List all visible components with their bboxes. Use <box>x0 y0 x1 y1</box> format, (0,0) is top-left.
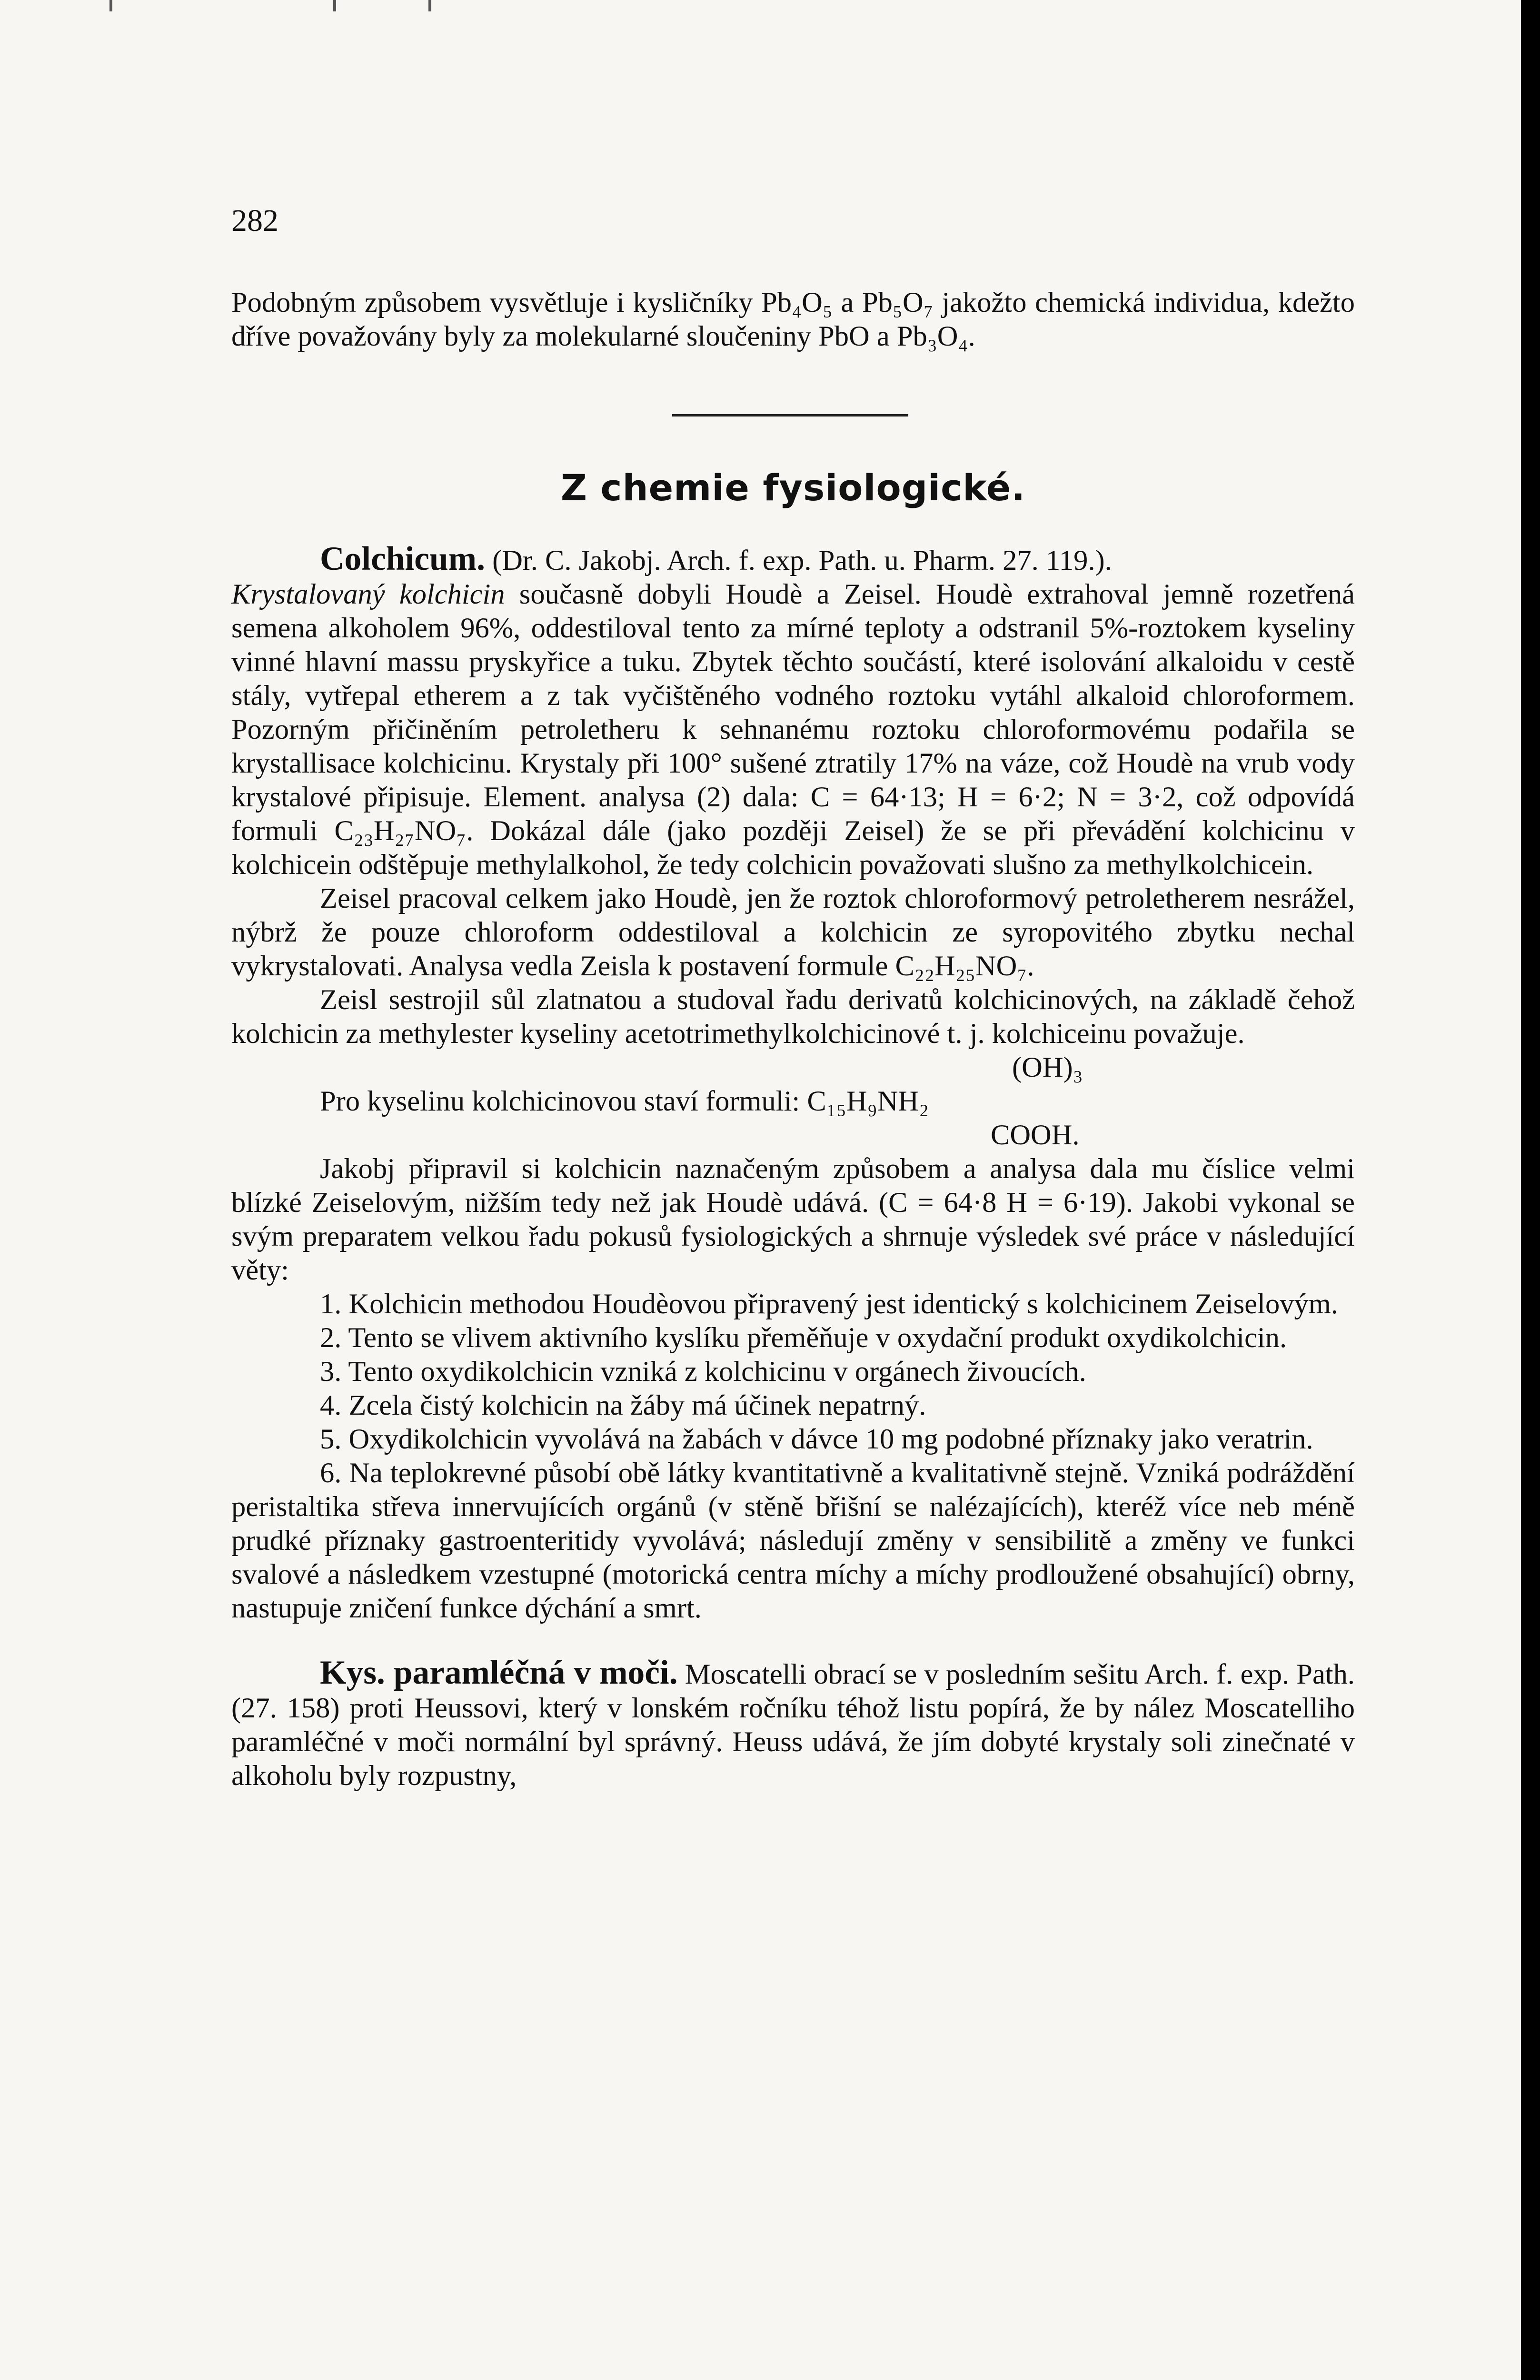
formula-top: (OH)₃ <box>1012 1051 1083 1083</box>
page-number: 282 <box>231 203 278 238</box>
colchicum-paragraph-2: Zeisel pracoval celkem jako Houdè, jen že roztok chloroformový petroletherem nesrážel, nýbrž že pouze chloroform oddestiloval a kolchicin ze syropovitého zbytku nechal vykrystalovati. Analysa vedla Zeisla k postavení formule C₂₂H₂₅NO₇. <box>231 883 1355 982</box>
list-item: 2. Tento se vlivem aktivního kyslíku přeměňuje v oxydační produkt oxydikolchicin. <box>320 1322 1287 1354</box>
scan-mark <box>428 0 431 11</box>
paramlecna-paragraph <box>231 1656 1355 1793</box>
colchicum-paragraph-4: Jakobj připravil si kolchicin naznačeným způsobem a analysa dala mu číslice velmi blízké Zeiselovým, nižším tedy než jak Houdè udává. (C = 64·8 H = 6·19). Jakobi vykonal se svým preparatem velkou řadu pokusů fysiologických a shrnuje výsledek své práce v následující věty: <box>231 1153 1355 1286</box>
intro-paragraph <box>231 286 1355 353</box>
colchicum-title: Colchicum. <box>320 540 485 577</box>
formula-main: C₁₅H₉NH₂ <box>807 1085 929 1117</box>
formula-lead: Pro kyselinu kolchicinovou staví formuli: <box>320 1085 807 1117</box>
colchicum-citation: (Dr. C. Jakobj. Arch. f. exp. Path. u. Pharm. 27. 119.). <box>485 545 1112 576</box>
spacer <box>231 1625 1355 1656</box>
colchicum-article <box>231 542 1355 1793</box>
list-item: 5. Oxydikolchicin vyvolává na žabách v dávce 10 mg podobné příznaky jako veratrin. <box>320 1423 1313 1455</box>
list-item: 1. Kolchicin methodou Houdèovou připravený jest identický s kolchicinem Zeiselovým. <box>320 1288 1338 1320</box>
formula-block <box>231 1051 1355 1152</box>
colchicum-body-1: současně dobyli Houdè a Zeisel. Houdè extrahoval jemně rozetřená semena alkoholem 96%, oddestiloval tento za mírné teploty a odstranil 5%-roztokem kyseliny vinné hlavní massu pryskyřice a tuku. Zbytek těchto součástí, které isolování alkaloidu v cestě stály, vytřepal etherem a z tak vyčištěného vodného roztoku vytáhl alkaloid chloroformem. Pozorným přičiněním petroletheru k sehnanému roztoku chloroformovému podařila se krystallisace kolchicinu. Krystaly při 100° sušené ztratily 17% na váze, což Houdè na vrub vody krystalové připisuje. Element. analysa (2) dala: C = 64·13; H = 6·2; N = 3·2, což odpovídá formuli C₂₃H₂₇NO₇. Dokázal dále (jako později Zeisel) že se při převádění kolchicinu v kolchicein odštěpuje methylalkohol, že tedy colchicin považovati slušno za methylkolchicein. <box>231 578 1355 881</box>
section-divider <box>672 414 908 416</box>
colchicum-paragraph-1 <box>231 542 1355 577</box>
colchicum-paragraph-1-body <box>231 577 1355 882</box>
scan-mark <box>109 0 112 11</box>
scan-edge <box>1521 0 1540 2380</box>
colchicum-italic-term: Krystalovaný kolchicin <box>231 578 505 610</box>
section-heading: Z chemie fysiologické. <box>560 466 1026 509</box>
list-item: 4. Zcela čistý kolchicin na žáby má účinek nepatrný. <box>320 1389 926 1421</box>
colchicum-paragraph-3: Zeisl sestrojil sůl zlatnatou a studoval řadu derivatů kolchicinových, na základě čehož kolchicin za methylester kyseliny acetotrimethylkolchicinové t. j. kolchiceinu považuje. <box>231 984 1355 1050</box>
list-item: 6. Na teplokrevné působí obě látky kvantitativně a kvalitativně stejně. Vzniká podráždění peristaltika střeva innervujících orgánů (v stěně břišní se nalézajících), kteréž více neb méně prudké příznaky gastroenteritidy vyvolává; následují změny v sensibilitě a změny ve funkci svalové a následkem vzestupné (motorická centra míchy a míchy prodloužené obsahující) obrny, nastupuje zničení funkce dýchání a smrt. <box>231 1457 1355 1624</box>
formula-bottom: COOH. <box>991 1119 1080 1151</box>
scan-mark <box>333 0 336 11</box>
paramlecna-title: Kys. paramléčná v moči. <box>320 1654 678 1691</box>
list-item: 3. Tento oxydikolchicin vzniká z kolchicinu v orgánech živoucích. <box>320 1356 1086 1388</box>
formula-line <box>320 1084 929 1118</box>
intro-text: Podobným způsobem vysvětluje i kysličníky Pb₄O₅ a Pb₅O₇ jakožto chemická individua, kdežto dříve považovány byly za molekularné sloučeniny PbO a Pb₃O₄. <box>231 287 1355 352</box>
paramlecna-text: Moscatelli obrací se v posledním sešitu Arch. f. exp. Path. (27. 158) proti Heussovi, který v lonském ročníku téhož listu popírá, že by nález Moscatelliho paramléčné v moči normální byl správný. Heuss udává, že jím dobyté krystaly soli zinečnaté v alkoholu byly rozpustny, <box>231 1658 1355 1792</box>
